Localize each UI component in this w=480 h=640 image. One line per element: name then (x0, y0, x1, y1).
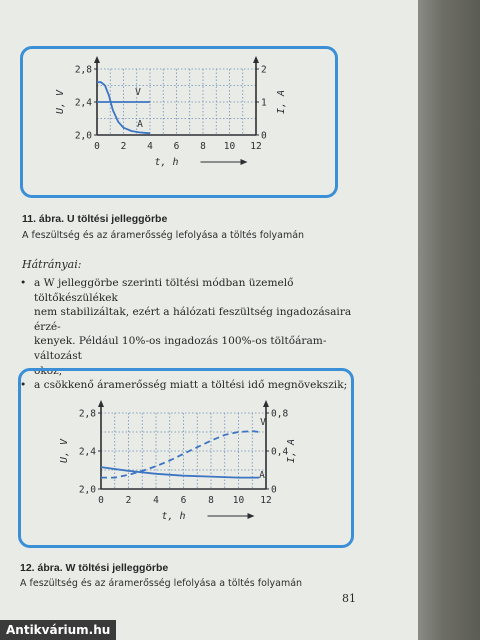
bullet-symbol: • (20, 277, 27, 289)
curve-label-V: V (135, 87, 141, 98)
x-tick-label: 2 (120, 141, 127, 152)
curve-label-A: A (137, 119, 143, 130)
right-tick-label: 0,4 (271, 446, 289, 458)
right-tick-label: 0 (271, 484, 277, 496)
left-tick-label: 2,0 (74, 130, 92, 142)
bullet-1-line: a W jelleggörbe szerinti töltési módban üzemelő töltőkészülékek (34, 277, 294, 304)
right-tick-label: 0,8 (271, 408, 289, 420)
left-tick-label: 2,0 (78, 484, 96, 496)
left-axis-label: U, V (55, 89, 66, 115)
page-number: 81 (342, 592, 356, 605)
x-tick-label: 8 (200, 141, 206, 152)
x-tick-label: 10 (223, 141, 236, 152)
figure-12-caption-title: 12. ábra. W töltési jelleggörbe (20, 562, 169, 574)
bullet-1-line: nem stabilizáltak, ezért a hálózati feszültség ingadozásaira érzé- (34, 306, 352, 333)
bullet-symbol: • (20, 379, 27, 392)
x-axis-label: t, h (154, 157, 179, 168)
x-tick-label: 0 (94, 141, 100, 152)
bullet-1-line: kenyek. Például 10%-os ingadozás 100%-os töltőáram-változást (34, 335, 327, 362)
figure-11-caption-subtitle: A feszültség és az áramerősség lefolyása a töltés folyamán (22, 230, 305, 241)
right-axis-label: I, A (276, 89, 287, 115)
left-tick-label: 2,4 (74, 97, 92, 109)
x-tick-label: 8 (208, 495, 214, 506)
x-axis-arrow-head (248, 513, 255, 519)
right-axis-label: I, A (286, 438, 297, 464)
right-tick-label: 2 (261, 64, 267, 76)
curve-label-A: A (259, 470, 265, 481)
bullet-1-line: okoz; (34, 364, 63, 377)
figure-11-caption-title: 11. ábra. U töltési jelleggörbe (22, 213, 168, 225)
curve-label-V: V (260, 417, 266, 428)
x-tick-label: 12 (250, 141, 262, 152)
left-axis-label: U, V (59, 438, 70, 464)
left-tick-label: 2,8 (74, 64, 92, 76)
right-tick-label: 0 (261, 130, 267, 142)
x-tick-label: 10 (232, 495, 245, 506)
watermark: Antikvárium.hu (0, 620, 116, 640)
right-axis-arrow (263, 400, 269, 407)
x-tick-label: 2 (125, 495, 132, 506)
right-tick-label: 1 (261, 97, 267, 109)
x-tick-label: 4 (147, 141, 153, 152)
x-tick-label: 12 (260, 495, 272, 506)
x-tick-label: 6 (180, 495, 187, 506)
bullet-2-text: a csökkenő áramerősség miatt a töltési idő megnövekszik; (34, 379, 348, 392)
section-heading: Hátrányai: (22, 258, 82, 271)
left-tick-label: 2,4 (78, 446, 96, 458)
left-tick-label: 2,8 (78, 408, 96, 420)
left-axis-arrow (98, 400, 104, 407)
x-tick-label: 4 (153, 495, 159, 506)
x-tick-label: 0 (98, 495, 104, 506)
figure-12-caption-subtitle: A feszültség és az áramerősség lefolyása a töltés folyamán (20, 578, 303, 589)
x-tick-label: 6 (173, 141, 180, 152)
x-axis-label: t, h (161, 511, 186, 522)
